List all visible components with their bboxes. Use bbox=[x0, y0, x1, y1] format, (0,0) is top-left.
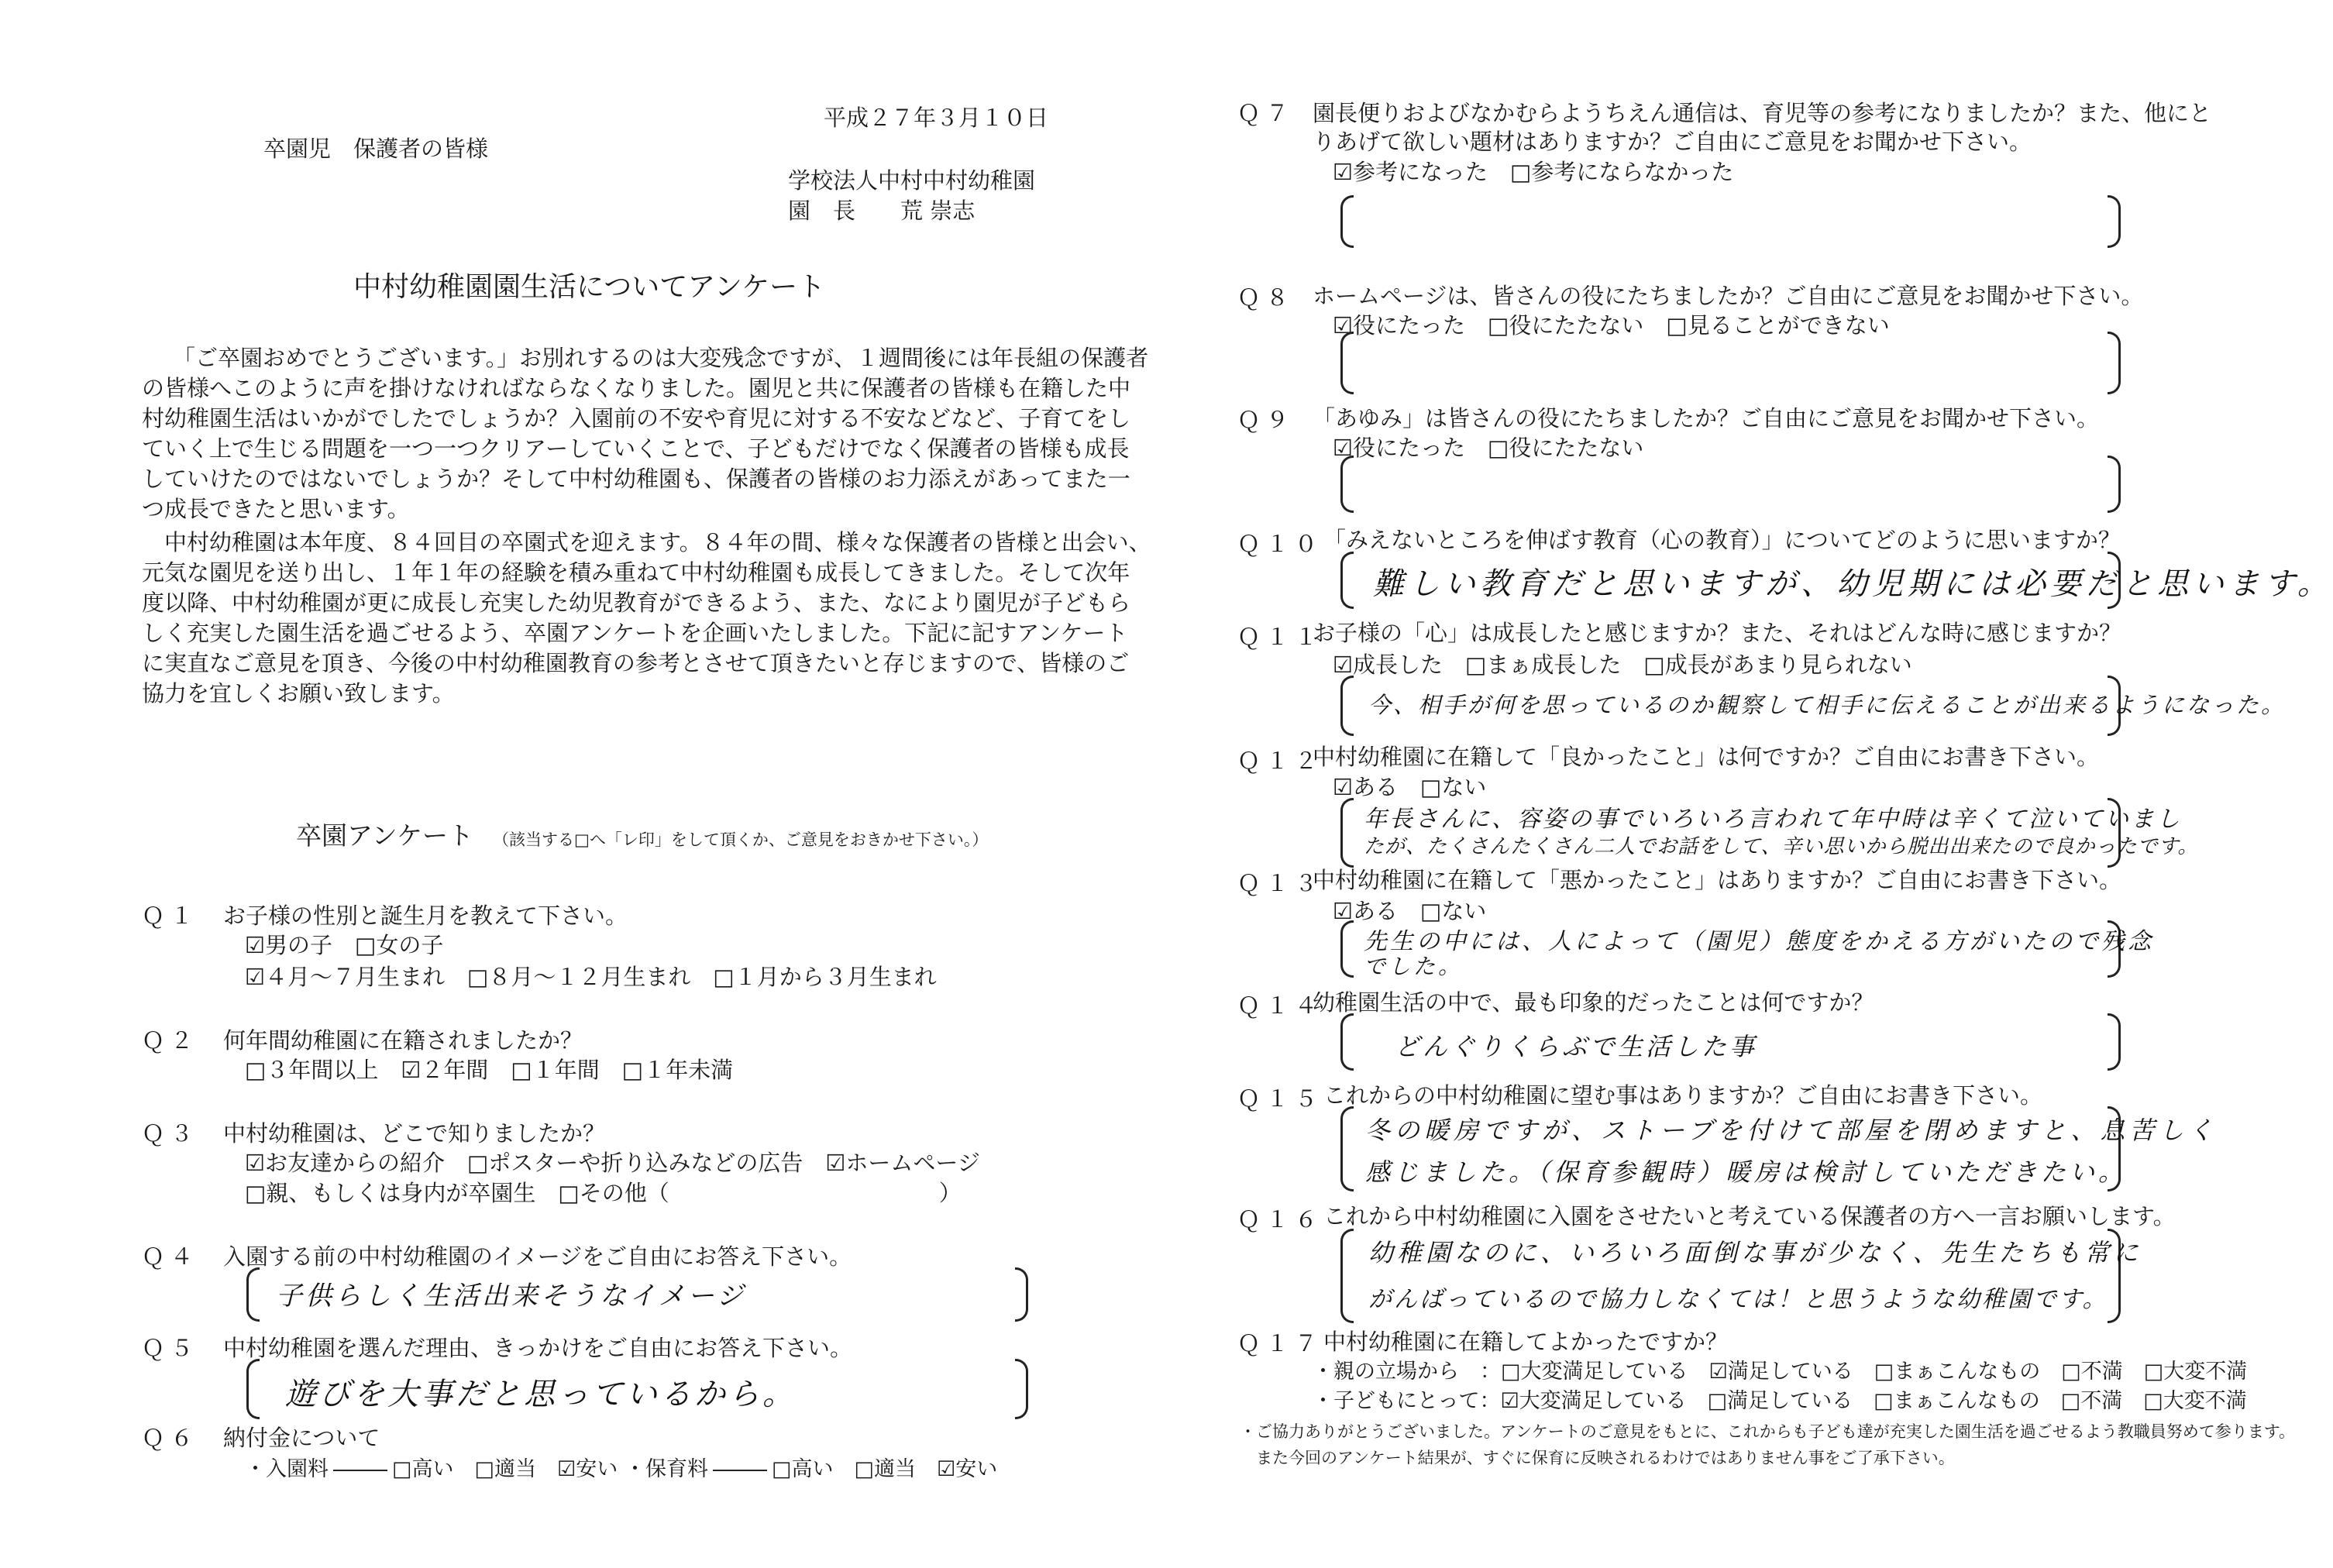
q5-question: 中村幼稚園を選んだ理由、きっかけをご自由にお答え下さい。 bbox=[223, 1335, 853, 1361]
q11-question: お子様の「心」は成長したと感じますか？また、それはどんな時に感じますか？ bbox=[1313, 620, 2122, 646]
q4-answer-bracket-left bbox=[246, 1267, 260, 1322]
q4-number: Ｑ４ bbox=[142, 1243, 200, 1270]
q9-number: Ｑ９ bbox=[1237, 407, 1296, 433]
q3-question: 中村幼稚園は、どこで知りましたか？ bbox=[223, 1120, 606, 1147]
intro-line: の皆様へこのように声を掛けなければならなくなりました。園児と共に保護者の皆様も在籍した中 bbox=[142, 375, 1131, 401]
q5-number: Ｑ５ bbox=[142, 1335, 200, 1361]
q3-number: Ｑ３ bbox=[142, 1120, 200, 1147]
footer-disclaimer: また今回のアンケート結果が、すぐに保育に反映されるわけではありません事をご了承下さい。 bbox=[1240, 1449, 1955, 1467]
survey-heading: 卒園アンケート bbox=[296, 820, 474, 851]
q6-childcare-fee-options[interactable]: □高い □適当 ☑安い bbox=[772, 1457, 998, 1481]
q17-parent-label: ・親の立場から ： bbox=[1313, 1360, 1501, 1384]
school-name: 学校法人中村中村幼稚園 bbox=[788, 167, 1036, 194]
q14-answer-bracket-right bbox=[2108, 1013, 2121, 1071]
leader-line bbox=[713, 1470, 767, 1471]
q1-question: お子様の性別と誕生月を教えて下さい。 bbox=[223, 903, 628, 929]
q9-answer-bracket-left bbox=[1340, 456, 1354, 513]
q8-number: Ｑ８ bbox=[1237, 284, 1296, 311]
footer-thanks: ・ご協力ありがとうございました。アンケートのご意見をもとに、これからも子ども達が充実した園生活を過ごせるよう教職員努めて参ります。 bbox=[1240, 1422, 2296, 1441]
q10-answer[interactable]: 難しい教育だと思いますが、幼児期には必要だと思います。 bbox=[1373, 566, 2333, 602]
q17-child-label: ・子どもにとって： bbox=[1313, 1389, 1501, 1413]
q7-answer-bracket-left bbox=[1340, 195, 1354, 248]
q16-question: これから中村幼稚園に入園をさせたいと考えている保護者の方へ一言お願いします。 bbox=[1323, 1203, 2176, 1229]
q6-enrollment-fee-options[interactable]: □高い □適当 ☑安い bbox=[392, 1457, 618, 1481]
q15-answer-line1[interactable]: 冬の暖房ですが、ストーブを付けて部屋を閉めますと、息苦しく bbox=[1365, 1116, 2218, 1145]
q7-answer-bracket-right bbox=[2108, 195, 2121, 248]
q2-question: 何年間幼稚園に在籍されましたか？ bbox=[223, 1027, 583, 1054]
q5-answer-bracket-right bbox=[1015, 1359, 1028, 1419]
q13-number: Ｑ１３ bbox=[1237, 870, 1324, 896]
q14-question: 幼稚園生活の中で、最も印象的だったことは何ですか？ bbox=[1313, 989, 1874, 1016]
q11-answer-bracket-left bbox=[1340, 676, 1354, 736]
q12-answer-line2[interactable]: たが、たくさんたくさん二人でお話をして、辛い思いから脱出出来たので良かったです。 bbox=[1364, 835, 2199, 858]
q10-question: 「みえないところを伸ばす教育（心の教育）」についてどのように思いますか？ bbox=[1323, 527, 2121, 553]
q4-answer[interactable]: 子供らしく生活出来そうなイメージ bbox=[276, 1281, 746, 1312]
intro-line: つ成長できたと思います。 bbox=[142, 496, 410, 522]
q8-answer-bracket-left bbox=[1340, 332, 1354, 394]
q12-answer-line1[interactable]: 年長さんに、容姿の事でいろいろ言われて年中時は辛くて泣いていまし bbox=[1364, 806, 2182, 833]
q11-options[interactable]: ☑成長した □まぁ成長した □成長があまり見られない bbox=[1333, 652, 1912, 678]
q10-answer-bracket-left bbox=[1340, 552, 1354, 609]
q6-enrollment-fee[interactable] bbox=[245, 1452, 618, 1482]
intro-line: ていく上で生じる問題を一つ一つクリアーしていくことで、子どもだけでなく保護者の皆様も成長 bbox=[142, 435, 1130, 462]
q11-number: Ｑ１１ bbox=[1237, 624, 1324, 650]
intro-line: していけたのではないでしょうか？そして中村幼稚園も、保護者の皆様のお力添えがあってまた一 bbox=[142, 466, 1130, 492]
q17-question: 中村幼稚園に在籍してよかったですか？ bbox=[1323, 1329, 1729, 1355]
intro-line: しく充実した園生活を過ごせるよう、卒園アンケートを企画いたしました。下記に記すアンケート bbox=[142, 620, 1128, 646]
q3-source-options-2[interactable]: □親、もしくは身内が卒園生 □その他（ ） bbox=[245, 1180, 962, 1206]
addressee: 卒園児 保護者の皆様 bbox=[263, 136, 489, 162]
q7-question-line2: りあげて欲しい題材はありますか？ご自由にご意見をお聞かせ下さい。 bbox=[1313, 129, 2032, 155]
q8-answer-bracket-right bbox=[2108, 332, 2121, 394]
q8-options[interactable]: ☑役にたった □役にたたない □見ることができない bbox=[1333, 312, 1890, 339]
q6-childcare-fee-label: ・保育料 bbox=[625, 1457, 708, 1481]
q12-answer-bracket-left bbox=[1340, 798, 1354, 868]
intro-line: 元気な園児を送り出し、１年１年の経験を積み重ねて中村幼稚園も成長してきました。そして次年 bbox=[142, 559, 1130, 586]
q16-number: Ｑ１６ bbox=[1237, 1206, 1324, 1233]
q6-childcare-fee[interactable] bbox=[625, 1452, 997, 1482]
q15-answer-line2[interactable]: 感じました。（保育参観時）暖房は検討していただきたい。 bbox=[1365, 1157, 2128, 1187]
q15-number: Ｑ１５ bbox=[1237, 1085, 1324, 1112]
q13-answer-line2[interactable]: でした。 bbox=[1364, 954, 1464, 979]
q15-answer-bracket-left bbox=[1340, 1106, 1354, 1191]
document-date: 平成２７年３月１０日 bbox=[824, 105, 1049, 131]
intro-line: 村幼稚園生活はいかがでしたでしょうか？入園前の不安や育児に対する不安などなど、子育てをし bbox=[142, 405, 1131, 432]
q9-question: 「あゆみ」は皆さんの役にたちましたか？ご自由にご意見をお聞かせ下さい。 bbox=[1313, 405, 2100, 432]
q14-number: Ｑ１４ bbox=[1237, 992, 1324, 1019]
q14-answer[interactable]: どんぐりくらぶで生活した事 bbox=[1395, 1032, 1758, 1061]
intro-line: に実直なご意見を頂き、今後の中村幼稚園教育の参考とさせて頂きたいと存じますので、皆様のご bbox=[142, 650, 1130, 676]
q2-years-options[interactable]: □３年間以上 ☑２年間 □１年間 □１年未満 bbox=[245, 1057, 734, 1083]
q10-number: Ｑ１０ bbox=[1237, 531, 1324, 557]
page-title: 中村幼稚園園生活についてアンケート bbox=[353, 271, 826, 303]
q16-answer-line1[interactable]: 幼稚園なのに、いろいろ面倒な事が少なく、先生たちも常に bbox=[1368, 1238, 2142, 1267]
survey-note: （該当する□へ「レ印」をして頂くか、ご意見をおきかせ下さい。） bbox=[493, 830, 989, 849]
intro-line: 中村幼稚園は本年度、８４回目の卒園式を迎えます。８４年の間、様々な保護者の皆様と出会い、 bbox=[142, 529, 1151, 555]
q17-number: Ｑ１７ bbox=[1237, 1330, 1324, 1357]
q13-answer-line1[interactable]: 先生の中には、人によって（園児）態度をかえる方がいたので残念 bbox=[1364, 928, 2154, 955]
intro-line: 協力を宜しくお願い致します。 bbox=[142, 680, 455, 707]
q12-options[interactable]: ☑ある □ない bbox=[1333, 774, 1487, 800]
q1-gender-options[interactable]: ☑男の子 □女の子 bbox=[245, 932, 444, 958]
q5-answer-bracket-left bbox=[246, 1359, 260, 1419]
q17-parent-options[interactable]: □大変満足している ☑満足している □まぁこんなもの □不満 □大変不満 bbox=[1501, 1360, 2248, 1384]
q5-answer[interactable]: 遊びを大事だと思っているから。 bbox=[285, 1377, 797, 1412]
q14-answer-bracket-left bbox=[1340, 1013, 1354, 1071]
q17-child-row[interactable] bbox=[1313, 1384, 2247, 1414]
q4-answer-bracket-right bbox=[1015, 1267, 1028, 1322]
q12-number: Ｑ１２ bbox=[1237, 748, 1324, 774]
q1-number: Ｑ１ bbox=[142, 903, 200, 929]
q16-answer-line2[interactable]: がんばっているので協力しなくては！と思うような幼稚園です。 bbox=[1368, 1286, 2108, 1313]
q13-answer-bracket-left bbox=[1340, 920, 1354, 978]
q7-number: Ｑ７ bbox=[1237, 100, 1296, 126]
intro-line: 度以降、中村幼稚園が更に成長し充実した幼児教育ができるよう、また、なにより園児が子どもら bbox=[142, 590, 1131, 616]
q3-source-options-1[interactable]: ☑お友達からの紹介 □ポスターや折り込みなどの広告 ☑ホームページ bbox=[245, 1150, 980, 1176]
q6-number: Ｑ６ bbox=[142, 1425, 200, 1451]
q11-answer[interactable]: 今、相手が何を思っているのか観察して相手に伝えることが出来るようになった。 bbox=[1368, 692, 2287, 718]
leader-line bbox=[333, 1470, 387, 1471]
q4-question: 入園する前の中村幼稚園のイメージをご自由にお答え下さい。 bbox=[223, 1243, 852, 1270]
q13-options[interactable]: ☑ある □ない bbox=[1333, 898, 1487, 924]
q1-birth-month-options[interactable]: ☑４月～７月生まれ □８月～１２月生まれ □１月から３月生まれ bbox=[245, 964, 937, 990]
q16-answer-bracket-left bbox=[1340, 1229, 1354, 1323]
q17-parent-row[interactable] bbox=[1313, 1354, 2247, 1384]
intro-line: 「ご卒園おめでとうございます。」お別れするのは大変残念ですが、１週間後には年長組の保護者 bbox=[173, 345, 1149, 371]
q8-question: ホームページは、皆さんの役にたちましたか？ご自由にご意見をお聞かせ下さい。 bbox=[1313, 283, 2144, 309]
q7-options[interactable]: ☑参考になった □参考にならなかった bbox=[1333, 159, 1734, 185]
q13-question: 中村幼稚園に在籍して「悪かったこと」はありますか？ご自由にお書き下さい。 bbox=[1313, 867, 2122, 893]
q15-question: これからの中村幼稚園に望む事はありますか？ご自由にお書き下さい。 bbox=[1323, 1082, 2043, 1109]
q9-answer-bracket-right bbox=[2108, 456, 2121, 513]
q17-child-options[interactable]: ☑大変満足している □満足している □まぁこんなもの □不満 □大変不満 bbox=[1500, 1389, 2247, 1413]
q7-question-line1: 園長便りおよびなかむらようちえん通信は、育児等の参考になりましたか？また、他にと bbox=[1313, 100, 2212, 126]
q6-enrollment-fee-label: ・入園料 bbox=[245, 1457, 329, 1481]
q12-question: 中村幼稚園に在籍して「良かったこと」は何ですか？ご自由にお書き下さい。 bbox=[1313, 744, 2100, 770]
q2-number: Ｑ２ bbox=[142, 1027, 200, 1054]
q9-options[interactable]: ☑役にたった □役にたたない bbox=[1333, 435, 1644, 461]
q6-question: 納付金について bbox=[223, 1425, 380, 1451]
principal-name: 園 長 荒 崇志 bbox=[788, 198, 976, 224]
